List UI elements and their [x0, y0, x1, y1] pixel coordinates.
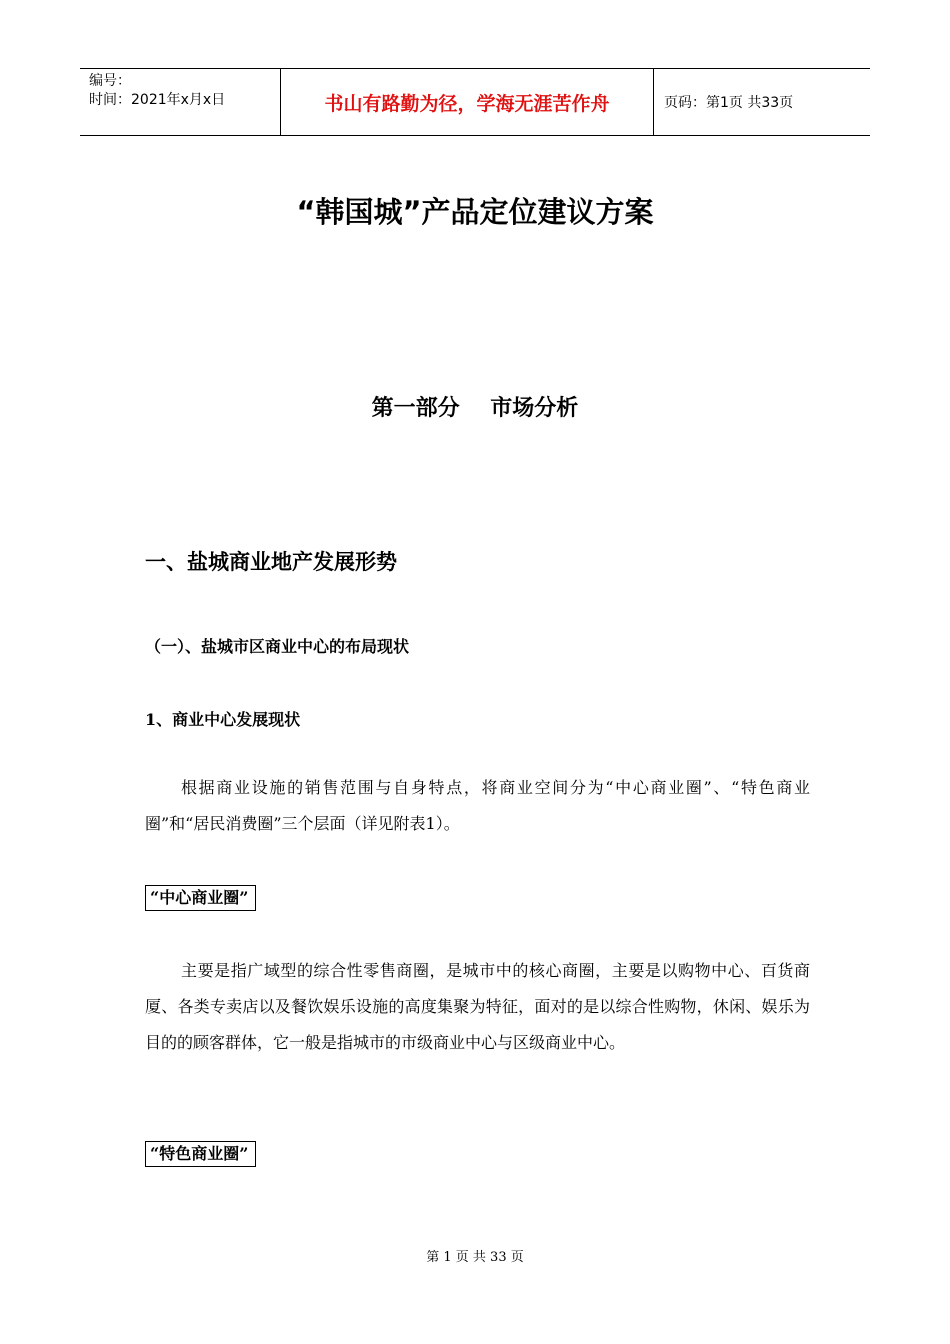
header-motto: 书山有路勤为径，学海无涯苦作舟 — [281, 69, 654, 135]
subsection-heading: （一）、盐城市区商业中心的布局现状 — [145, 637, 410, 656]
page-header — [80, 68, 870, 136]
header-time-label: 时间：2021年x月x日 — [89, 92, 226, 108]
document-title: “韩国城”产品定位建议方案 — [296, 195, 654, 229]
part-title: 第一部分 市场分析 — [371, 395, 579, 421]
header-meta-cell — [80, 69, 281, 135]
header-number-label: 编号： — [89, 73, 131, 89]
center-commerce-label: “中心商业圈” — [145, 885, 256, 911]
page-footer: 第 1 页 共 33 页 — [426, 1250, 524, 1265]
item-heading: 1、商业中心发展现状 — [145, 710, 301, 729]
center-commerce-paragraph: 主要是指广域型的综合性零售商圈，是城市中的核心商圈，主要是以购物中心、百货商厦、各类专卖店以及餐饮娱乐设施的高度集聚为特征，面对的是以综合性购物，休闲、娱乐为目的的顾客群体，它一般是指城市的市级商业中心与区级商业中心。 — [145, 961, 810, 1052]
section-heading: 一、盐城商业地产发展形势 — [145, 549, 397, 574]
feature-commerce-label: “特色商业圈” — [145, 1141, 256, 1167]
intro-paragraph: 根据商业设施的销售范围与自身特点，将商业空间分为“中心商业圈”、“特色商业圈”和“居民消费圈”三个层面（详见附表1）。 — [145, 778, 810, 833]
header-page-info: 页码：第1页 共33页 — [664, 95, 794, 111]
